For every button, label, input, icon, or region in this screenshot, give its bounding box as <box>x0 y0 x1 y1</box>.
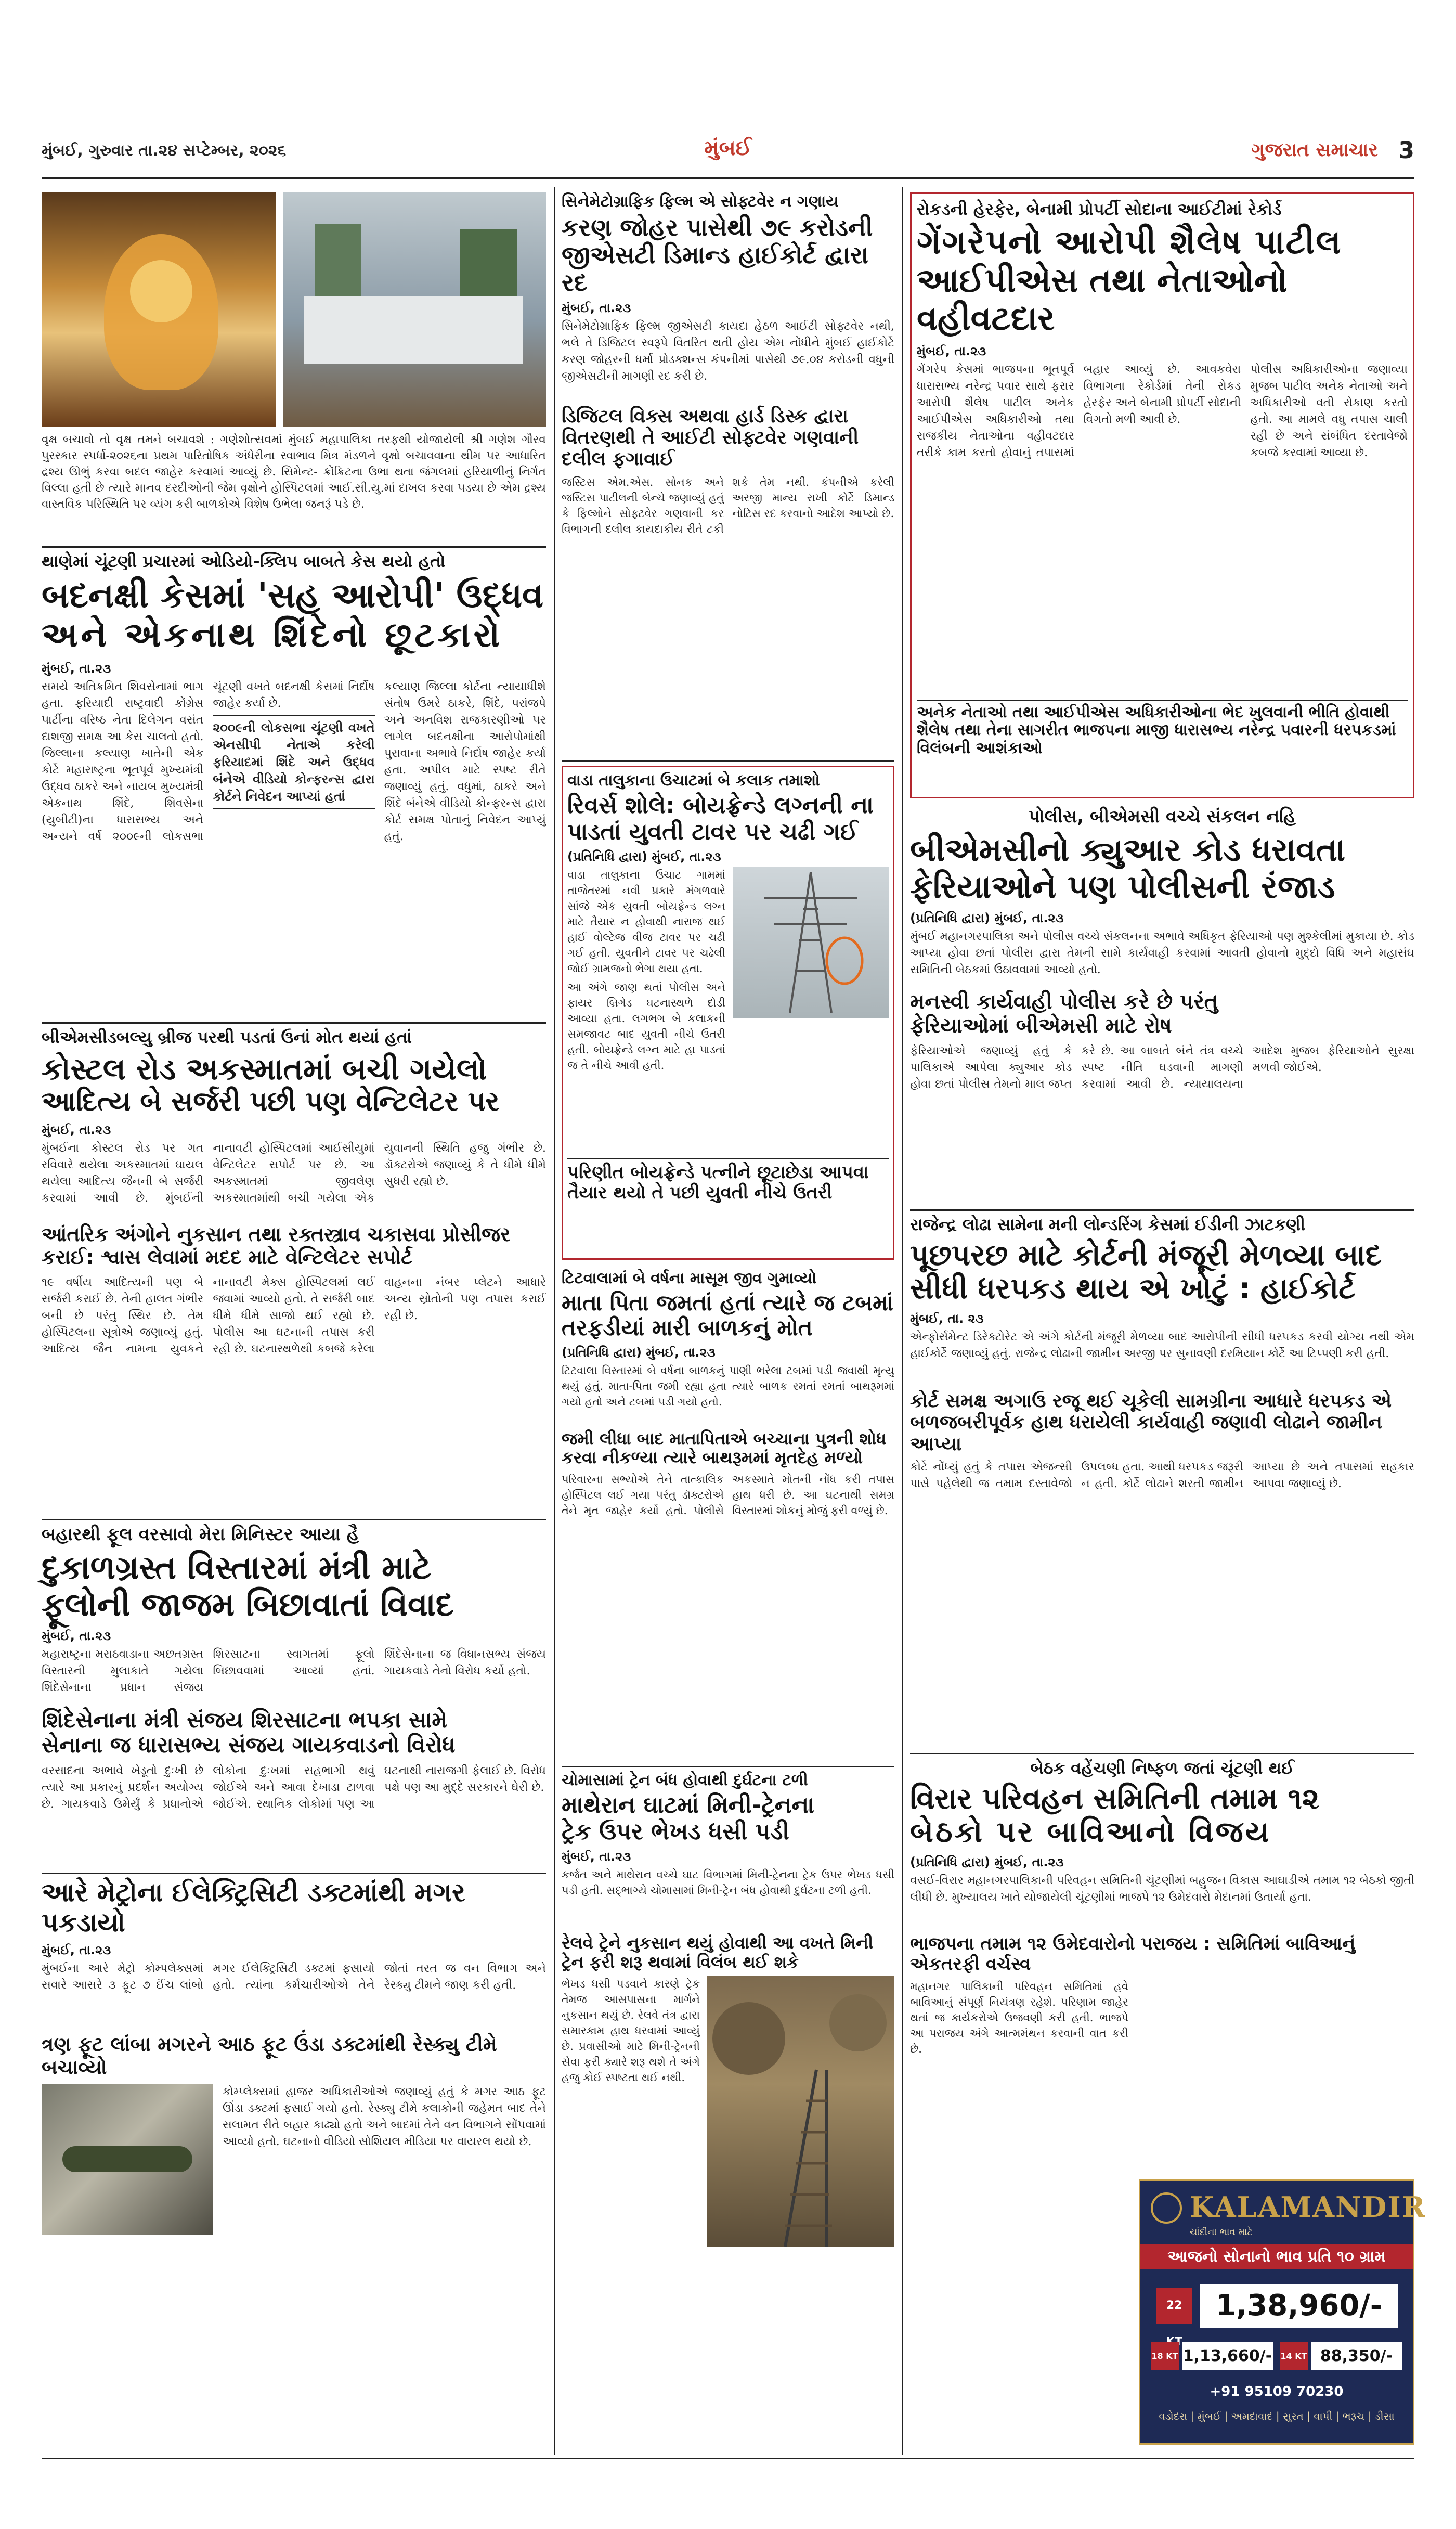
karan-story <box>562 192 894 646</box>
tower-illustration <box>733 867 889 1018</box>
crocodile-duct-photo <box>42 2084 213 2235</box>
virar-body <box>910 1873 1414 1930</box>
rokad-kicker: રોકડની હેરફેર, બેનામી પ્રોપર્ટી સોદાના આઈટીમાં રેકોર્ડ <box>917 199 1282 219</box>
virar-dateline: (પ્રતિનિધિ દ્વારા) મુંબઈ, તા.૨૩ <box>910 1854 1064 1869</box>
vada-story <box>562 766 894 1260</box>
paragraph: કલ્યાણ જિલ્લા કોર્ટના ન્યાયાધીશે સંતોષ ઉમરે ઠાકરે, શિંદે, પરાંજપે અને અનવિશ રાજકારણીઓ પર લાગેલ બદનક્ષીના આરોપોમાંથી પુરાવાના અભાવે નિર્દોષ જાહેર કર્યા હતા. અપીલ માટે સ્પષ્ટ રીતે જણાવ્યું હતું. વધુમાં, ઠાકરે અને શિંદે બંનેએ વીડિયો કોન્ફરન્સ દ્વારા કોર્ટ સમક્ષ પોતાનું નિવેદન આપ્યું હતું. <box>384 680 546 843</box>
kalamandir-ad[interactable] <box>1139 2179 1426 2445</box>
paragraph: કોર્ટે નોંધ્યું હતું કે તપાસ એજન્સી પાસે પહેલેથી જ તમામ દસ્તાવેજો ઉપલબ્ધ હતા. આથી ધરપકડ જરૂરી ન હતી. કોર્ટે લોઢાને શરતી જામીન આપ્યા છે અને તપાસમાં સહકાર આપવા જણાવ્યું છે. <box>910 1460 1414 1490</box>
bmc-kicker: પોલીસ, બીએમસી વચ્ચે સંકલન નહિ <box>1028 806 1296 827</box>
section-rule <box>910 1753 1414 1754</box>
thane-kicker: થાણેમાં ચૂંટણી પ્રચારમાં ઓડિયો-ક્લિપ બાબતે કેસ થયો હતો <box>42 551 446 571</box>
aarey-body <box>42 1960 546 2028</box>
rokad-headline-2: આઈપીએસ તથા નેતાઓનો વહીવટદાર <box>917 261 1288 339</box>
rail-track-illustration <box>707 1976 894 2247</box>
paragraph: ભેખડ ધસી પડવાને કારણે ટ્રેક તેમજ આસપાસના માર્ગને નુકસાન થયું છે. રેલવે તંત્ર દ્વારા સમારકામ હાથ ધરવામાં આવ્યું છે. પ્રવાસીઓ માટે મિની-ટ્રેનની સેવા ફરી ક્યારે શરૂ થશે તે અંગે હજુ કોઈ સ્પષ્ટતા થઈ નથી. <box>562 1977 700 2084</box>
paragraph: વાડા તાલુકાના ઉચાટ ગામમાં તાજેતરમાં નવી પ્રકારે મંગળવારે સાંજે એક યુવતી બોયફ્રેન્ડ લગ્ન માટે તૈયાર ન હોવાથી નારાજ થઈ હાઈ વોલ્ટેજ વીજ ટાવર પર ચઢી ગઈ હતી. યુવતીને ટાવર પર ચઢેલી જોઈ ગ્રામજનો ભેગા થયા હતા. <box>567 869 725 975</box>
bmc-body-2 <box>910 1043 1414 1199</box>
ad-22kt-price: 1,38,960/- <box>1200 2284 1398 2328</box>
minister-sub-head-1: શિંદેસેનાના મંત્રી સંજય શિરસાટના ભપકા સામે <box>42 1707 447 1733</box>
paragraph: પરિવારના સભ્યોએ તેને તાત્કાલિક હોસ્પિટલ લઈ ગયા પરંતુ ડૉક્ટરોએ તેને મૃત જાહેર કર્યો હતો. પોલીસે અકસ્માતે મોતની નોંધ કરી તપાસ હાથ ધરી છે. આ ઘટનાથી સમગ્ર વિસ્તારમાં શોકનું મોજું ફરી વળ્યું છે. <box>562 1473 894 1517</box>
vada-headline-1: રિવર્સ શોલે: બોયફ્રેન્ડે લગ્નની ના <box>567 792 874 819</box>
lodha-kicker: રાજેન્દ્ર લોઢા સામેના મની લોન્ડરિંગ કેસમાં ઈડીની ઝાટકણી <box>910 1215 1306 1234</box>
virar-sub-head: ભાજપના તમામ ૧૨ ઉમેદવારોનો પરાજય : સમિતિમાં બાવિઆનું એકતરફી વર્ચસ્વ <box>910 1933 1356 1975</box>
matheran-dateline: મુંબઈ, તા.૨૩ <box>562 1849 631 1864</box>
coastal-kicker: બીએમસીડબલ્યુ બ્રીજ પરથી પડતાં ઉનાં મોત થયાં હતાં <box>42 1027 412 1047</box>
paragraph: સિનેમેટોગ્રાફિક ફિલ્મ જીએસટી કાયદા હેઠળ આઈટી સોફ્ટવેર નથી, ભલે તે ડિજિટલ સ્વરૂપે વિતરિત થતી હોય એમ નોંધીને મુંબઈ હાઈકોર્ટે કરણ જોહરની ધર્મા પ્રોડક્શન્સ કંપનીમાં પાસેથી ૭૯.૦૪ કરોડની વધુની જીએસટીની માગણી રદ કરી છે. <box>562 319 894 383</box>
tilak-sub-head: જમી લીધા બાદ માતાપિતાએ બચ્ચાના પુત્રની શોધ કરવા નીકળ્યા ત્યારે બાથરૂમમાં મૃતદેહ મળ્યો <box>562 1428 887 1468</box>
paragraph: આ અંગે જાણ થતાં પોલીસ અને ફાયર બ્રિગેડ ઘટનાસ્થળે દોડી આવ્યા હતા. લગભગ બે કલાકની સમજાવટ બાદ યુવતી નીચે ઉતરી હતી. બોયફ્રેન્ડે લગ્ન માટે હા પાડતાં જ તે નીચે આવી હતી. <box>567 981 725 1072</box>
paragraph: ફેરિયાઓએ જણાવ્યું હતું કે પાલિકાએ આપેલા ક્યુઆર કોડ હોવા છતાં પોલીસ તેમનો માલ જપ્ત કરે છે. આ બાબતે બંને તંત્ર વચ્ચે સ્પષ્ટ નીતિ ઘડવાની માગણી કરવામાં આવી છે. ન્યાયાલયના આદેશ મુજબ ફેરિયાઓને સુરક્ષા મળવી જોઈએ. <box>910 1044 1414 1091</box>
aarey-dateline: મુંબઈ, તા.૨૩ <box>42 1943 111 1957</box>
aarey-body-2 <box>223 2084 546 2240</box>
bmc-sub-head-1: મનસ્વી કાર્યવાહી પોલીસ કરે છે પરંતુ <box>910 989 1218 1014</box>
rokad-story <box>910 192 1414 798</box>
bmc-sub-head-2: ફેરિયાઓમાં બીએમસી માટે રોષ <box>910 1013 1172 1038</box>
tilak-body <box>562 1363 894 1425</box>
thane-dateline: મુંબઈ, તા.૨૩ <box>42 661 111 676</box>
matheran-kicker: ચોમાસામાં ટ્રેન બંધ હોવાથી દુર્ઘટના ટળી <box>562 1771 808 1789</box>
hospital-tableau-photo <box>283 192 546 427</box>
column-divider <box>902 187 903 2455</box>
paragraph: ગેંગરેપ કેસમાં ભાજપના ભૂતપૂર્વ ધારાસભ્ય નરેન્દ્ર પવાર સાથે ફરાર આરોપી શૈલેષ પાટીલ અનેક આઈપીએસ અધિકારીઓ તથા રાજકીય નેતાઓના વહીવટદાર તરીકે કામ કરતો હોવાનું તપાસમાં બહાર આવ્યું છે. આવકવેરા વિભાગના રેકોર્ડમાં તેની રોકડ હેરફેર અને બેનામી પ્રોપર્ટી સોદાની વિગતો મળી આવી છે. <box>917 363 1241 459</box>
thane-headline-2: અને એકનાથ શિંદેનો છૂટકારો <box>42 614 503 655</box>
section-rule <box>562 1766 894 1767</box>
virar-story <box>910 1758 1414 2166</box>
ganesh-idol-photo <box>42 192 276 427</box>
karan-sub-head: ડિજિટલ વિક્સ અથવા હાર્ડ ડિસ્ક દ્વારા વિતરણથી તે આઈટી સોફ્ટવેર ગણવાની દલીલ ફગાવાઈ <box>562 405 859 470</box>
lodha-headline-1: પૂછપરછ માટે કોર્ટની મંજૂરી મેળવ્યા બાદ <box>910 1238 1382 1272</box>
tilak-dateline: (પ્રતિનિધિ દ્વારા) મુંબઈ, તા.૨૩ <box>562 1345 716 1360</box>
karan-kicker: સિનેમેટોગ્રાફિક ફિલ્મ એ સોફ્ટવેર ન ગણાય <box>562 192 839 211</box>
ad-22kt-badge: 22 <box>1156 2288 1192 2324</box>
ad-18kt-badge: 18 KT <box>1151 2342 1179 2370</box>
ganesh-caption: વૃક્ષ બચાવો તો વૃક્ષ તમને બચાવશે : ગણેશોત્સવમાં મુંબઈ મહાપાલિકા તરફથી યોજાયેલી શ્રી ગણેશ ગૌરવ પુરસ્કાર સ્પર્ધા-૨૦૨૬ના પ્રથમ પારિતોષિક અંધેરીના સ્વાભાવ મિત્ર મંડળને વૃક્ષો બચાવવાના થીમ પર આધારિત દ્રશ્ય ઊભું કરવા બદલ જાહેર કરવામાં આવ્યું છે. સિમેન્ટ- ક્રોંક્રિટના ઉભા થતા જંગલમાં હરિયાળીનું નિર્ગત વિલ્લા હતી છે ત્યારે માનવ દરદીઓની જેમ વૃક્ષોને હોસ્પિટલમાં આઈ.સી.યુ.માં દાખલ કરવા પડયા છે એમ દ્રશ્ય વાસ્તવિક પરિસ્થિતિ પર વ્યંગ કરી બાળકોએ વિશેષ ઉભેલા જનરૂં પડે છે. <box>42 433 546 511</box>
vada-dateline: (પ્રતિનિધિ દ્વારા) મુંબઈ, તા.૨૩ <box>567 849 721 864</box>
thane-story <box>42 551 546 1001</box>
aarey-story <box>42 1878 546 2240</box>
paragraph: કોમ્પ્લેક્સમાં હાજર અધિકારીઓએ જણાવ્યું હતું કે મગર આઠ ફૂટ ઊંડા ડક્ટમાં ફસાઈ ગયો હતો. રેસ્ક્યુ ટીમે કલાકોની જહેમત બાદ તેને સલામત રીતે બહાર કાઢ્યો હતો અને બાદમાં તેને વન વિભાગને સોંપવામાં આવ્યો હતો. ઘટનાનો વીડિયો સોશિયલ મીડિયા પર વાયરલ થયો છે. <box>223 2085 546 2149</box>
minister-headline-2: ફૂલોની જાજમ બિછાવાતાં વિવાદ <box>42 1585 454 1624</box>
header-rule <box>42 177 1414 179</box>
matheran-body-2 <box>562 1976 700 2267</box>
coastal-body-2 <box>42 1274 546 1498</box>
paragraph: કર્જત અને માથેરાન વચ્ચે ઘાટ વિભાગમાં મિની-ટ્રેનના ટ્રેક ઉપર ભેખડ ધસી પડી હતી. સદ્ભાગ્યે ચોમાસામાં મિની-ટ્રેન બંધ હોવાથી દુર્ઘટના ટળી હતી. <box>562 1868 894 1897</box>
bmc-body <box>910 928 1414 986</box>
section-rule <box>562 760 894 762</box>
ad-brand: KALAMANDIR <box>1190 2190 1426 2224</box>
ad-cities: વડોદરા | મુંબઈ | અમદાવાદ | સુરત | વાપી | ભરૂચ | ડીસા <box>1159 2410 1395 2422</box>
tilak-headline-1: માતા પિતા જમતાં હતાં ત્યારે જ ટબમાં <box>562 1290 894 1315</box>
paragraph: મુંબઈના આરે મેટ્રો કોમ્પલેક્સમાં સવારે આસરે ૩ ફૂટ ૭ ઈંચ લાંબો મગર ઈલેક્ટ્રિસિટી ડક્ટમાં ફસાયો હતો. ત્યાંના કર્મચારીઓએ તેને જોતાં તરત જ વન વિભાગ અને રેસ્ક્યુ ટીમને જાણ કરી હતી. <box>42 1962 546 1992</box>
thane-pull-quote: ૨૦૦૯ની લોકસભા ચૂંટણી વખતે એનસીપી નેતાએ કરેલી ફરિયાદમાં શિંદે અને ઉદ્ધવ બંનેએ વીડિયો કોન્ફરન્સ દ્વારા કોર્ટને નિવેદન આપ્યાં હતાં <box>213 715 374 809</box>
aarey-sub-head: ત્રણ ફૂટ લાંબા મગરને આઠ ફૂટ ઉંડા ડક્ટમાંથી રેસ્ક્યુ ટીમે બચાવ્યો <box>42 2033 497 2079</box>
minister-dateline: મુંબઈ, તા.૨૩ <box>42 1628 111 1643</box>
lodha-body <box>910 1329 1414 1386</box>
footer-rule <box>42 2458 1414 2459</box>
vada-headline-2: પાડતાં યુવતી ટાવર પર ચઢી ગઈ <box>567 818 858 845</box>
bmc-headline-1: બીએમસીનો ક્યુઆર કોડ ધરાવતા <box>910 831 1346 869</box>
paragraph: સમયે અતિક્રમિત શિવસેનામાં ભાગ હતા. ફરિયાદી રાષ્ટ્રવાદી કોંગ્રેસ પાર્ટીના વરિષ્ઠ નેતા દિલેગન વસંત દાશજી સમક્ષ આ કેસ ચાલતો હતો. જિલ્લાના કલ્યાણ ખાતેની એક કોર્ટે મહારાષ્ટ્રના ભૂતપૂર્વ મુખ્યમંત્રી ઉદ્ધવ ઠાકરે અને નાયબ મુખ્યમંત્રી એકનાથ શિંદે, શિવસેના (યુબીટી)ના ધારાસભ્ય અને અન્યને વર્ષ ૨૦૦૯ની લોકસભા ચૂંટણી વખતે બદનક્ષી કેસમાં નિર્દોષ જાહેર કર્યા છે. <box>42 680 375 843</box>
section-rule <box>42 1873 546 1874</box>
paragraph: એન્ફોર્સમેન્ટ ડિરેક્ટોરેટ એ અંગે કોર્ટની મંજૂરી મેળવ્યા બાદ આરોપીની સીધી ધરપકડ કરવી યોગ્ય નથી એમ હાઈકોર્ટે જણાવ્યું હતું. રાજેન્દ્ર લોઢાની જામીન અરજી પર સુનાવણી દરમિયાન કોર્ટે આ ટિપ્પણી કરી હતી. <box>910 1330 1414 1360</box>
page-number: 3 <box>1398 137 1414 164</box>
section-rule <box>42 1022 546 1024</box>
lodha-body-2 <box>910 1459 1414 1615</box>
paragraph: પોલીસ અધિકારીઓના જણાવ્યા મુજબ પાટીલ અનેક નેતાઓ અને અધિકારીઓ વતી રોકાણ કરતો હતો. આ મામલે વધુ તપાસ ચાલી રહી છે અને સંબંધિત દસ્તાવેજો કબજે કરવામાં આવ્યા છે. <box>1250 363 1408 459</box>
paragraph: જસ્ટિસ એમ.એસ. સોનક અને જસ્ટિસ પાટીલની બેન્ચે જણાવ્યું હતું કે ફિલ્મોને સોફ્ટવેર ગણવાની કર વિભાગની દલીલ કાયદાકીય રીતે ટકી શકે તેમ નથી. કંપનીએ કરેલી અરજી માન્ય રાખી કોર્ટે ડિમાન્ડ નોટિસ રદ કરવાનો આદેશ આપ્યો છે. <box>562 475 894 535</box>
paragraph: વસઈ-વિરાર મહાનગરપાલિકાની પરિવહન સમિતિની ચૂંટણીમાં બહુજન વિકાસ આઘાડીએ તમામ ૧૨ બેઠકો જીતી લીધી છે. મુખ્યાલય ખાતે યોજાયેલી ચૂંટણીમાં ભાજપે ૧૨ ઉમેદવારો મેદાનમાં ઉતાર્યા હતા. <box>910 1874 1414 1904</box>
virar-headline-1: વિરાર પરિવહન સમિતિની તમામ ૧૨ <box>910 1782 1319 1816</box>
coastal-dateline: મુંબઈ, તા.૨૩ <box>42 1122 111 1138</box>
minister-body <box>42 1646 546 1704</box>
bmc-headline-2: ફેરિયાઓને પણ પોલીસની રંજાડ <box>910 868 1335 906</box>
rokad-dateline: મુંબઈ, તા.૨૩ <box>917 343 986 358</box>
karan-dateline: મુંબઈ, તા.૨૩ <box>562 300 631 315</box>
paragraph: મહાનગર પાલિકાની પરિવહન સમિતિમાં હવે બાવિઆનું સંપૂર્ણ નિયંત્રણ રહેશે. પરિણામ જાહેર થતાં જ કાર્યકરોએ ઉજવણી કરી હતી. ભાજપે આ પરાજય અંગે આત્મમંથન કરવાની વાત કરી છે. <box>910 1980 1128 2055</box>
bmc-dateline: (પ્રતિનિધિ દ્વારા) મુંબઈ, તા.૨૩ <box>910 910 1064 925</box>
minister-sub-head-2: સેનાના જ ધારાસભ્ય સંજય ગાયકવાડનો વિરોધ <box>42 1732 456 1758</box>
coastal-body <box>42 1140 546 1218</box>
coastal-story <box>42 1027 546 1498</box>
coastal-headline-2: આદિત્ય બે સર્જરી પછી પણ વેન્ટિલેટર પર <box>42 1086 500 1117</box>
tilak-story <box>562 1269 894 1643</box>
karan-body-2 <box>562 474 894 646</box>
paragraph: મુંબઈના કોસ્ટલ રોડ પર ગત રવિવારે થયેલા અકસ્માતમાં ઘાયલ થયેલા આદિત્ય જૈનની બે સર્જરી કરવામાં આવી છે. મુંબઈની નાનાવટી હોસ્પિટલમાં આઈસીયુમાં વેન્ટિલેટર સપોર્ટ પર છે. આ અકસ્માતમાં જીવલેણ અકસ્માતમાંથી બચી ગયેલા એક યુવાનની સ્થિતિ હજુ ગંભીર છે. ડૉક્ટરોએ જણાવ્યું કે તે ધીમે ધીમે સુધરી રહ્યો છે. <box>42 1142 546 1205</box>
karan-headline-2: જીએસટી ડિમાન્ડ હાઈકોર્ટ દ્વારા રદ <box>562 240 868 296</box>
rokad-footer: અનેક નેતાઓ તથા આઈપીએસ અધિકારીઓના ભેદ ખુલવાની ભીતિ હોવાથી શૈલેષ તથા તેના સાગરીત ભાજપના માજી ધારાસભ્ય નરેન્દ્ર પવારની ધરપકડમાં વિલંબની આશંકાઓ <box>917 700 1408 758</box>
virar-body-2 <box>910 1979 1128 2166</box>
minister-kicker: બહારથી ફૂલ વરસાવો મેરા મિનિસ્ટર આયા હૈ <box>42 1524 359 1545</box>
tilak-body-2 <box>562 1472 894 1643</box>
matheran-headline-1: માથેરાન ઘાટમાં મિની-ટ્રેનના <box>562 1792 815 1818</box>
thane-headline-1: બદનક્ષી કેસમાં 'સહ આરોપી' ઉદ્ધવ <box>42 575 544 615</box>
paragraph: મહારાષ્ટ્રના મરાઠવાડાના અછતગ્રસ્ત વિસ્તારની મુલાકાતે ગયેલા શિંદેસેનાના પ્રધાન સંજય શિરસાટના સ્વાગતમાં ફૂલો બિછાવવામાં આવ્યાં હતાં. શિંદેસેનાના જ વિધાનસભ્ય સંજય ગાયકવાડે તેનો વિરોધ કર્યો હતો. <box>42 1647 546 1694</box>
thane-body <box>42 679 546 1001</box>
paragraph: ટિટવાલા વિસ્તારમાં બે વર્ષના બાળકનું પાણી ભરેલા ટબમાં પડી જવાથી મૃત્યુ થયું હતું. માતા-પિતા જમી રહ્યા હતા ત્યારે બાળક રમતાં રમતાં બાથરૂમમાં ગયો હતો અને ટબમાં પડી ગયો હતો. <box>562 1364 894 1408</box>
ad-phone[interactable]: +91 95109 70230 <box>1210 2384 1344 2399</box>
masthead-section: મુંબઈ <box>704 136 752 160</box>
vada-body <box>567 867 725 1158</box>
paragraph: ૧૯ વર્ષીય આદિત્યની પણ બે સર્જરી કરાઈ છે. તેની હાલત ગંભીર બની છે પરંતુ સ્થિર છે. તેમ હોસ્પિટલના સૂત્રોએ જણાવ્યું હતું. આદિત્ય જૈન નામના યુવકને નાનાવટી મેક્સ હોસ્પિટલમાં લઈ જવામાં આવ્યો હતો. તે સર્જરી બાદ ધીમે ધીમે સાજો થઈ રહ્યો છે. પોલીસ આ ઘટનાની તપાસ કરી રહી છે. ઘટનાસ્થળેથી કબજે કરેલા વાહનના નંબર પ્લેટને આધારે અન્ય સ્રોતોની પણ તપાસ કરાઈ રહી છે. <box>42 1275 546 1356</box>
ad-brand-tag: ચાંદીના ભાવ માટે <box>1190 2227 1253 2238</box>
masthead-paper-name: ગુજરાત સમાચાર <box>1251 139 1378 161</box>
lodha-sub-head: કોર્ટ સમક્ષ અગાઉ રજૂ થઈ ચૂકેલી સામગ્રીના આધારે ધરપકડ એ બળજબરીપૂર્વક હાથ ધરાયેલી કાર્યવાહી જણાવી લોઢાને જામીન આપ્યા <box>910 1390 1392 1455</box>
karan-body <box>562 318 894 402</box>
minister-story <box>42 1524 546 1898</box>
rokad-body <box>917 362 1408 700</box>
section-rule <box>910 1209 1414 1211</box>
section-rule <box>42 1519 546 1520</box>
matheran-body <box>562 1867 894 1929</box>
paragraph: વરસાદના અભાવે ખેડૂતો દુઃખી છે ત્યારે આ પ્રકારનું પ્રદર્શન અયોગ્ય છે. ગાયકવાડે ઉમેર્યું કે પ્રધાનોએ લોકોના દુઃખમાં સહભાગી થવું જોઈએ અને આવા દેખાડા ટાળવા જોઈએ. સ્થાનિક લોકોમાં પણ આ ઘટનાથી નારાજગી ફેલાઈ છે. વિરોધ પક્ષે પણ આ મુદ્દે સરકારને ઘેરી છે. <box>42 1764 546 1811</box>
landslide-track-photo <box>707 1976 894 2247</box>
section-rule <box>42 546 546 548</box>
matheran-headline-2: ટ્રેક ઉપર ભેખડ ધસી પડી <box>562 1818 789 1845</box>
ad-title: આજનો સોનાનો ભાવ પ્રતિ ૧૦ ગ્રામ <box>1140 2244 1413 2269</box>
matheran-story <box>562 1771 894 2267</box>
lodha-dateline: મુંબઈ, તા. ૨૩ <box>910 1311 984 1326</box>
lodha-story <box>910 1215 1414 1615</box>
virar-kicker: બેઠક વહેંચણી નિષ્ફળ જતાં ચૂંટણી થઈ <box>1030 1758 1294 1778</box>
rokad-headline-1: ગેંગરેપનો આરોપી શૈલેષ પાટીલ <box>917 223 1342 262</box>
ad-14kt-badge: 14 KT <box>1280 2342 1308 2370</box>
vada-footer: પરિણીત બોયફ્રેન્ડે પત્નીને છૂટાછેડા આપવા તૈયાર થયો તે પછી યુવતી નીચે ઉતરી <box>567 1158 889 1203</box>
minister-headline-1: દુકાળગ્રસ્ત વિસ્તારમાં મંત્રી માટે <box>42 1549 432 1586</box>
lodha-headline-2: સીધી ધરપકડ થાય એ ખોટું : હાઈકોર્ટ <box>910 1272 1356 1306</box>
tilak-headline-2: તરફડીયાં મારી બાળકનું મોત <box>562 1315 813 1341</box>
column-divider <box>554 187 555 2455</box>
karan-headline-1: કરણ જોહર પાસેથી ૭૯ કરોડની <box>562 213 873 241</box>
vada-kicker: વાડા તાલુકાના ઉચાટમાં બે કલાક તમાશો <box>567 771 820 790</box>
matheran-sub-head: રેલવે ટ્રેને નુકસાન થયું હોવાથી આ વખતે મિની ટ્રેન ફરી શરૂ થવામાં વિલંબ થઈ શકે <box>562 1933 874 1972</box>
coastal-headline-1: કોસ્ટલ રોડ અકસ્માતમાં બચી ગયેલો <box>42 1051 487 1087</box>
ad-18kt-price: 1,13,660/- <box>1182 2342 1273 2370</box>
aarey-headline: આરે મેટ્રોના ઈલેક્ટ્રિસિટી ડક્ટમાંથી મગર પકડાયો <box>42 1877 465 1938</box>
paragraph: મુંબઈ મહાનગરપાલિકા અને પોલીસ વચ્ચે સંકલનના અભાવે અધિકૃત ફેરિયાઓ પણ મુશ્કેલીમાં મુકાયા છે. કોડ આપ્યા હોવા છતાં પોલીસ દ્વારા તેમની સામે કાર્યવાહી કરવામાં આવતી હોવાનો મુદ્દો વિધિ અને મહાસંઘ સમિતિની બેઠકમાં ઉઠાવવામાં આવ્યો હતો. <box>910 930 1414 976</box>
coastal-sub-head: આંતરિક અંગોને નુકસાન તથા રક્તસ્ત્રાવ ચકાસવા પ્રોસીજર કરાઈ: શ્વાસ લેવામાં મદદ માટે વેન્ટિલેટર સપોર્ટ <box>42 1223 511 1269</box>
transmission-tower-photo <box>733 867 889 1018</box>
masthead-date: મુંબઈ, ગુરુવાર તા.૨૪ સપ્ટેમ્બર, ૨૦૨૬ <box>42 141 287 160</box>
masthead <box>42 136 1414 173</box>
tilak-kicker: ટિટવાલામાં બે વર્ષના માસૂમ જીવ ગુમાવ્યો <box>562 1269 817 1287</box>
ad-14kt-price: 88,350/- <box>1311 2342 1402 2370</box>
ad-logo-mark <box>1151 2192 1182 2224</box>
virar-headline-2: બેઠકો પર બાવિઆનો વિજય <box>910 1815 1271 1850</box>
bmc-story <box>910 806 1414 1199</box>
